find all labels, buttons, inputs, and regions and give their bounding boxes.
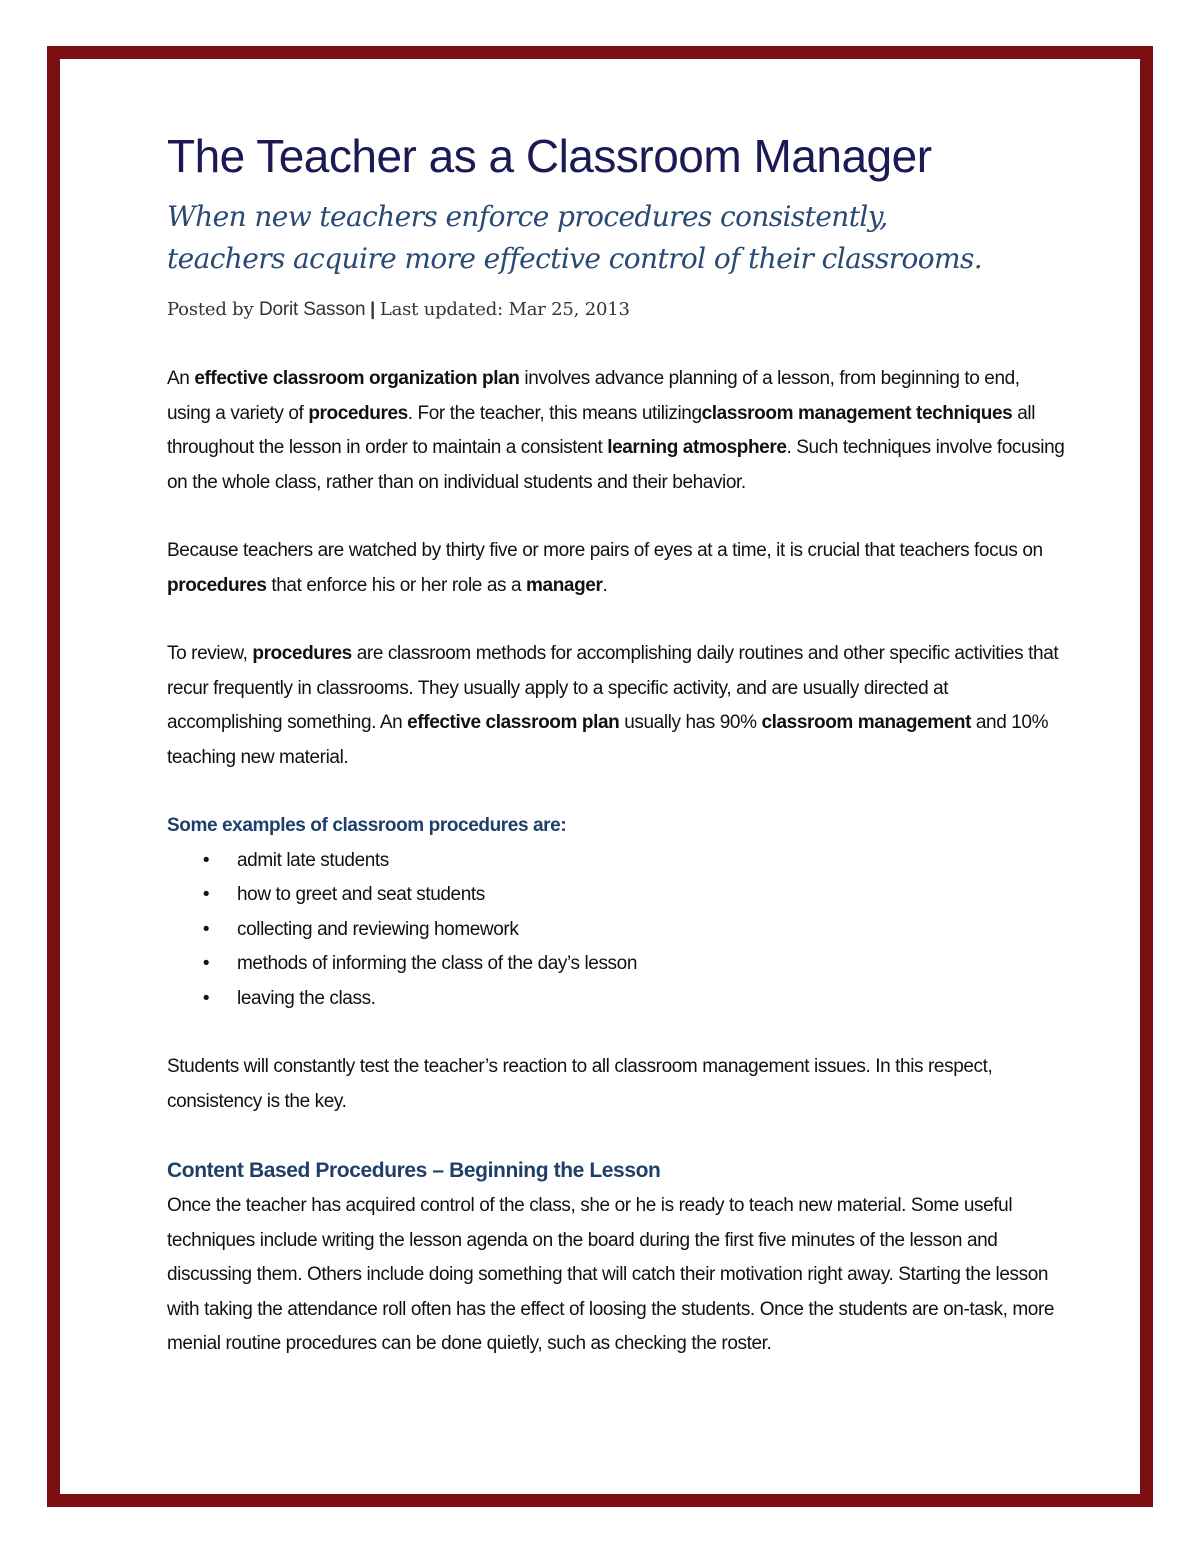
text-run: usually has 90%: [619, 712, 762, 733]
article-title: The Teacher as a Classroom Manager: [167, 130, 932, 182]
bold-term: procedures: [252, 643, 352, 664]
text-run: An: [167, 368, 195, 389]
text-run: . For the teacher, this means utilizing: [407, 402, 702, 424]
list-item-text: leaving the class.: [237, 987, 376, 1009]
text-run: are classroom methods for accomplishing daily routines and other specific activities that recur frequently in classrooms. They usually apply to a specific activity, and are usually directed at accomplishing something. An: [167, 643, 1059, 733]
subtitle-line-2: teachers acquire more effective control of their classrooms.: [167, 242, 983, 275]
paragraph-intro: [167, 362, 1067, 500]
paragraph-consistency: Students will constantly test the teacher’s reaction to all classroom management issues. In this respect, consistency is the key.: [167, 1056, 993, 1112]
author-name: Dorit Sasson: [259, 299, 366, 320]
text-run: and 10% teaching new material.: [167, 712, 1049, 768]
examples-heading: Some examples of classroom procedures are:: [167, 815, 567, 836]
list-item-text: admit late students: [237, 849, 389, 871]
text-run: .: [602, 574, 608, 596]
text-run: that enforce his or her role as a: [266, 574, 527, 596]
examples-list: [167, 844, 1067, 1017]
bold-term: procedures: [308, 402, 408, 424]
last-updated: Last updated: Mar 25, 2013: [379, 299, 630, 320]
byline-prefix: Posted by: [167, 299, 259, 320]
text-run: all throughout the lesson in order to maintain a consistent: [167, 402, 1036, 458]
bullet-icon: •: [202, 918, 210, 940]
list-item: [202, 982, 1067, 1017]
bold-term: effective classroom organization plan: [194, 368, 520, 389]
list-item-text: collecting and reviewing homework: [237, 918, 519, 940]
bullet-icon: •: [202, 884, 210, 905]
text-run: To review,: [167, 643, 253, 664]
bullet-icon: •: [202, 849, 210, 871]
bold-term: learning atmosphere: [607, 437, 787, 458]
list-item: [202, 947, 1067, 982]
list-item: [202, 913, 1067, 948]
text-run: Because teachers are watched by thirty five or more pairs of eyes at a time, it is crucial that teachers focus on: [167, 540, 1043, 561]
paragraph-eyes: [167, 534, 1067, 603]
bold-term: procedures: [167, 574, 267, 596]
byline: [167, 294, 1067, 325]
bold-term: effective classroom plan: [407, 712, 620, 733]
byline-separator: |: [365, 299, 380, 319]
bullet-icon: •: [202, 953, 210, 974]
paragraph-review: [167, 637, 1067, 775]
bold-term: manager: [526, 574, 603, 596]
list-item-text: how to greet and seat students: [237, 884, 485, 905]
section-heading: Content Based Procedures – Beginning the Lesson: [167, 1159, 661, 1182]
subtitle-line-1: When new teachers enforce procedures consistently,: [167, 200, 888, 233]
list-item: [202, 878, 1067, 913]
text-run: involves advance planning of a lesson, from beginning to end, using a variety of: [167, 368, 1020, 424]
list-item: [202, 844, 1067, 879]
list-item-text: methods of informing the class of the day’s lesson: [237, 953, 637, 974]
article-subtitle: [167, 196, 1067, 280]
bullet-icon: •: [202, 987, 210, 1009]
bold-term: classroom management techniques: [701, 402, 1013, 424]
paragraph-beginning-lesson: Once the teacher has acquired control of the class, she or he is ready to teach new material. Some useful techniques include writing the lesson agenda on the board during the first five minutes of the lesson and discussing them. Others include doing something that will catch their motivation right away. Starting the lesson with taking the attendance roll often has the effect of loosing the students. Once the students are on-task, more menial routine procedures can be done quietly, such as checking the roster.: [167, 1195, 1055, 1354]
article: [167, 128, 1067, 1362]
bold-term: classroom management: [761, 712, 971, 733]
text-run: . Such techniques involve focusing on the whole class, rather than on individual students and their behavior.: [167, 437, 1065, 493]
